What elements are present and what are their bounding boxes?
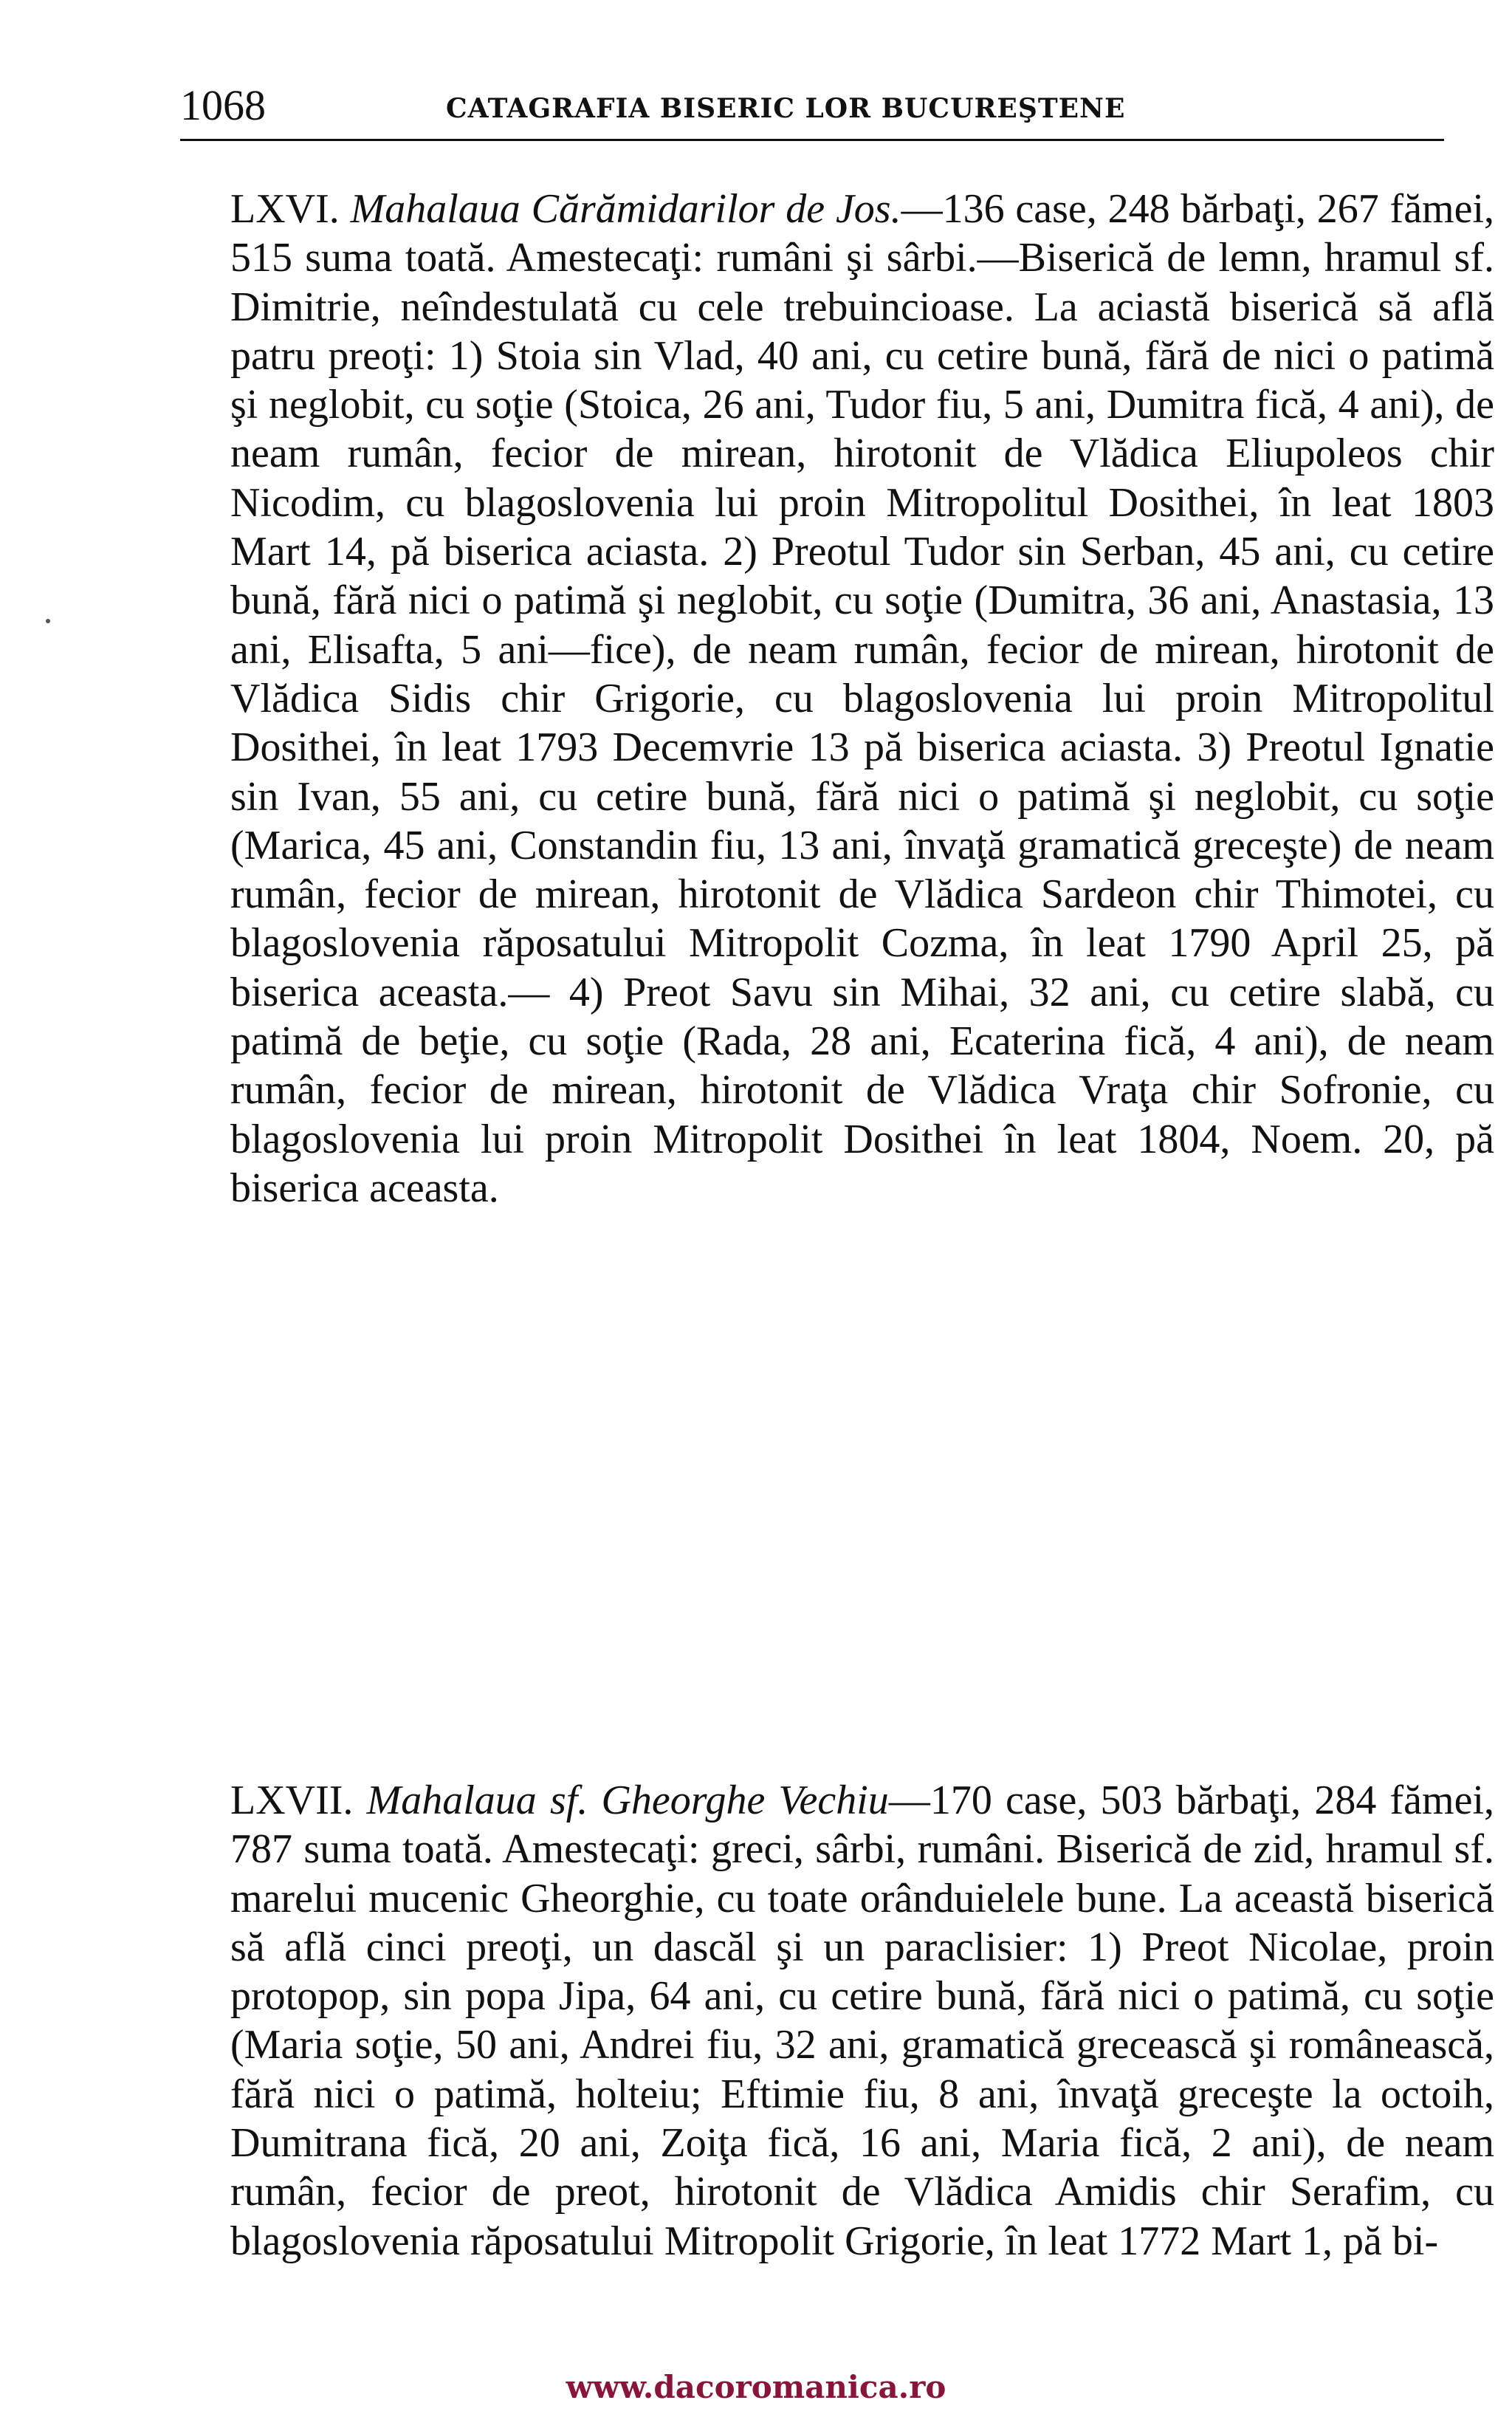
page-header xyxy=(180,80,1444,141)
entry-place: Mahalaua Cărămidarilor de Jos. xyxy=(350,186,901,232)
entry-place: Mahalaua sf. Gheorghe Vechiu xyxy=(366,1777,889,1823)
running-title: CATAGRAFIA BISERIC LOR BUCUREŞTENE xyxy=(446,93,1126,124)
footer-url[interactable]: www.dacoromanica.ro xyxy=(566,2369,946,2405)
entry-lxvii xyxy=(180,1776,1494,2266)
entry-number: LXVI. xyxy=(230,186,340,232)
entry-text: —170 case, 503 bărbaţi, 284 fămei, 787 suma toată. Amestecaţi: greci, sârbi, rumâni. Biserică de zid, hramul sf. marelui mucenic Gheorghie, cu toate orânduielele bune. La această biserică să află cinci preoţi, un dascăl şi un paraclisier: 1) Preot Nicolae, proin protopop, sin popa Jipa, 64 ani, cu cetire bună, fără nici o patimă, cu soţie (Maria soţie, 50 ani, Andrei fiu, 32 ani, gramatică grecească şi românească, fără nici o patimă, holteiu; Eftimie fiu, 8 ani, învaţă greceşte la octoih, Dumitrana fică, 20 ani, Zoiţa fică, 16 ani, Maria fică, 2 ani), de neam rumân, fecior de preot, hirotonit de Vlădica Amidis chir Serafim, cu blagoslovenia răposatului Mitropolit Grigorie, în leat 1772 Mart 1, pă bi- xyxy=(230,1777,1495,2264)
entry-text: —136 case, 248 bărbaţi, 267 fămei, 515 suma toată. Amestecaţi: rumâni şi sârbi.—Biserică de lemn, hramul sf. Dimitrie, neîndestulată cu cele trebuincioase. La aciastă biserică să află patru preoţi: 1) Stoia sin Vlad, 40 ani, cu cetire bună, fără de nici o patimă şi neglobit, cu soţie (Stoica, 26 ani, Tudor fiu, 5 ani, Dumitra fică, 4 ani), de neam rumân, fecior de mirean, hirotonit de Vlădica Eliupoleos chir Nicodim, cu blagoslovenia lui proin Mitropolitul Dosithei, în leat 1803 Mart 14, pă biserica aciasta. 2) Preotul Tudor sin Serban, 45 ani, cu cetire bună, fără nici o patimă şi neglobit, cu soţie (Dumitra, 36 ani, Anastasia, 13 ani, Elisafta, 5 ani—fice), de neam rumân, fecior de mirean, hirotonit de Vlădica Sidis chir Grigorie, cu blagoslovenia lui proin Mitropolitul Dosithei, în leat 1793 Decemvrie 13 pă biserica aciasta. 3) Preotul Ignatie sin Ivan, 55 ani, cu cetire bună, fără nici o patimă şi neglobit, cu soţie (Marica, 45 ani, Constandin fiu, 13 ani, învaţă gramatică greceşte) de neam rumân, fecior de mirean, hirotonit de Vlădica Sardeon chir Thimotei, cu blagoslovenia răposatului Mitropolit Cozma, în leat 1790 April 25, pă biserica aceasta.— 4) Preot Savu sin Mihai, 32 ani, cu cetire slabă, cu patimă de beţie, cu soţie (Rada, 28 ani, Ecaterina fică, 4 ani), de neam rumân, fecior de mirean, hirotonit de Vlădica Vraţa chir Sofronie, cu blagoslovenia lui proin Mitropolit Dosithei în leat 1804, Noem. 20, pă biserica aceasta. xyxy=(230,186,1495,1211)
entry-number: LXVII. xyxy=(230,1777,354,1823)
page-number: 1068 xyxy=(180,81,266,129)
margin-mark xyxy=(46,619,50,623)
entry-lxvi xyxy=(180,185,1494,1213)
